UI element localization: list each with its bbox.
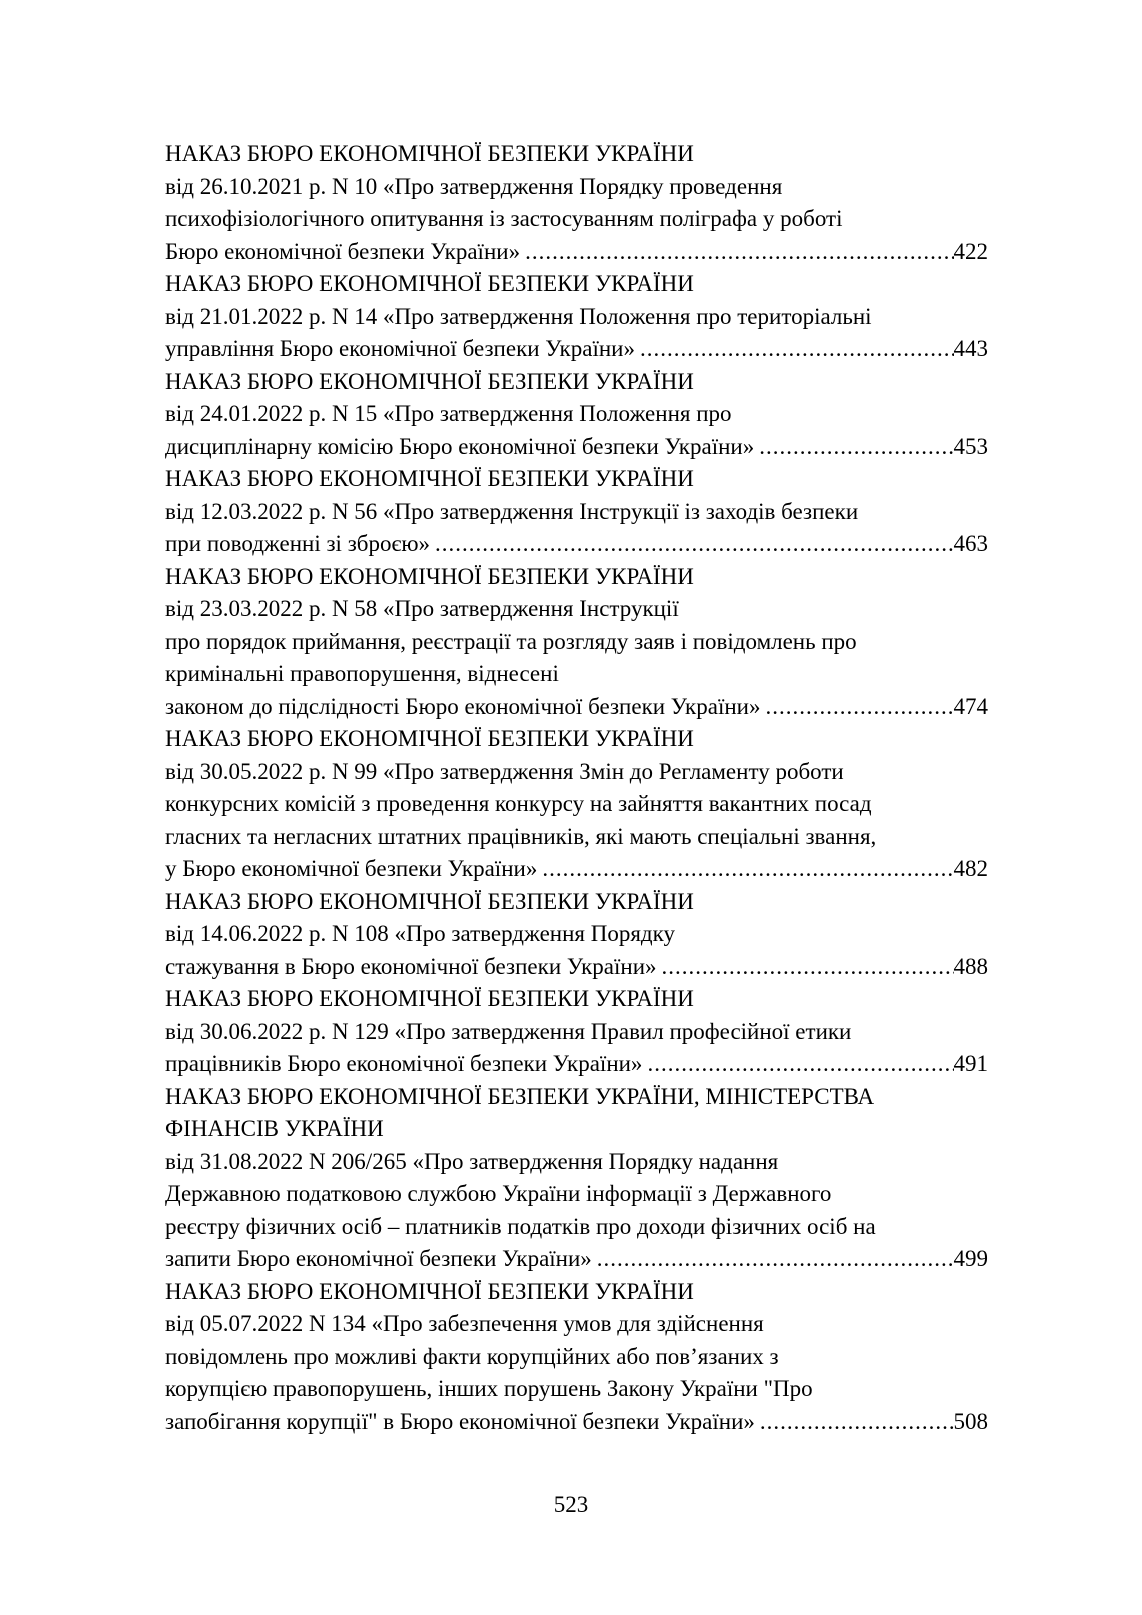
toc-entry-page-number: 508: [953, 1408, 988, 1434]
toc-entry: [165, 463, 988, 561]
toc-entry: [165, 1276, 988, 1439]
dot-leader: [430, 528, 953, 561]
toc-entry-last-line: [165, 853, 988, 886]
toc-entry-body-line: від 21.01.2022 р. N 14 «Про затвердження Положення про територіальні: [165, 303, 872, 329]
toc-entry-tail-text: запити Бюро економічної безпеки України»: [165, 1246, 592, 1271]
toc-entry-body-line: від 14.06.2022 р. N 108 «Про затвердження Порядку: [165, 921, 675, 946]
toc-entry-heading-line: НАКАЗ БЮРО ЕКОНОМІЧНОЇ БЕЗПЕКИ УКРАЇНИ: [165, 271, 694, 296]
toc-entry-body-line: психофізіологічного опитування із застосуванням поліграфа у роботі: [165, 206, 843, 231]
toc-entry-heading-line: НАКАЗ БЮРО ЕКОНОМІЧНОЇ БЕЗПЕКИ УКРАЇНИ: [165, 986, 694, 1011]
toc-entry-body-line: від 31.08.2022 N 206/265 «Про затвердження Порядку надання: [165, 1148, 779, 1174]
toc-entry: [165, 723, 988, 886]
dot-leader: [755, 1406, 954, 1439]
toc-entry-last-line: [165, 1243, 988, 1276]
toc-entry-last-line: [165, 236, 988, 269]
toc-entry-heading-line: НАКАЗ БЮРО ЕКОНОМІЧНОЇ БЕЗПЕКИ УКРАЇНИ: [165, 726, 694, 751]
toc-entry-body-line: від 30.06.2022 р. N 129 «Про затвердження Правил професійної етики: [165, 1018, 852, 1044]
toc-entry-last-line: [165, 333, 988, 366]
dot-leader: [520, 236, 953, 269]
toc-entry-last-line: [165, 691, 988, 724]
toc-entry: [165, 886, 988, 984]
table-of-contents: [165, 138, 988, 1438]
toc-entry: [165, 983, 988, 1081]
dot-leader: [760, 691, 953, 724]
toc-entry-body-line: від 30.05.2022 р. N 99 «Про затвердження Змін до Регламенту роботи: [165, 758, 844, 784]
toc-entry-body-line: кримінальні правопорушення, віднесені: [165, 661, 559, 686]
toc-entry-last-line: [165, 1406, 988, 1439]
dot-leader: [537, 853, 953, 886]
toc-entry-tail-text: управління Бюро економічної безпеки України»: [165, 336, 635, 361]
toc-entry-page-number: 453: [953, 433, 988, 459]
toc-entry-tail-text: Бюро економічної безпеки України»: [165, 238, 521, 264]
toc-entry: [165, 268, 988, 366]
toc-entry-tail-text: у Бюро економічної безпеки України»: [165, 856, 538, 881]
toc-entry-page-number: 488: [953, 953, 988, 979]
toc-entry-tail-text: законом до підслідності Бюро економічної безпеки України»: [165, 693, 761, 719]
toc-entry-page-number: 482: [953, 856, 988, 881]
toc-entry-body-line: гласних та негласних штатних працівників, які мають спеціальні звання,: [165, 823, 877, 849]
toc-entry-last-line: [165, 528, 988, 561]
toc-entry-body-line: корупцією правопорушень, інших порушень Закону України "Про: [165, 1376, 813, 1401]
toc-entry-page-number: 463: [953, 531, 988, 556]
toc-entry-heading-line: НАКАЗ БЮРО ЕКОНОМІЧНОЇ БЕЗПЕКИ УКРАЇНИ: [165, 368, 694, 394]
toc-entry-page-number: 443: [953, 336, 988, 361]
toc-entry: [165, 561, 988, 724]
toc-entry-page-number: 491: [953, 1051, 988, 1076]
toc-entry-tail-text: запобігання корупції" в Бюро економічної безпеки України»: [165, 1408, 755, 1434]
toc-entry-heading-line: НАКАЗ БЮРО ЕКОНОМІЧНОЇ БЕЗПЕКИ УКРАЇНИ: [165, 888, 694, 914]
toc-entry-tail-text: працівників Бюро економічної безпеки України»: [165, 1051, 643, 1076]
toc-entry-body-line: про порядок приймання, реєстрації та розгляду заяв і повідомлень про: [165, 628, 857, 654]
toc-entry-body-line: реєстру фізичних осіб – платників податків про доходи фізичних осіб на: [165, 1213, 876, 1239]
toc-entry-page-number: 499: [953, 1246, 988, 1271]
toc-entry-body-line: від 23.03.2022 р. N 58 «Про затвердження Інструкції: [165, 596, 679, 621]
toc-entry-body-line: від 05.07.2022 N 134 «Про забезпечення умов для здійснення: [165, 1311, 764, 1336]
dot-leader: [592, 1243, 954, 1276]
toc-entry: [165, 1081, 988, 1276]
toc-entry-heading-line: НАКАЗ БЮРО ЕКОНОМІЧНОЇ БЕЗПЕКИ УКРАЇНИ: [165, 466, 694, 491]
toc-entry-heading-line: НАКАЗ БЮРО ЕКОНОМІЧНОЇ БЕЗПЕКИ УКРАЇНИ: [165, 141, 694, 166]
toc-entry-body-line: конкурсних комісій з проведення конкурсу на зайняття вакантних посад: [165, 791, 872, 816]
dot-leader: [642, 1048, 953, 1081]
dot-leader: [635, 333, 954, 366]
toc-entry: [165, 138, 988, 268]
toc-entry-heading-line: НАКАЗ БЮРО ЕКОНОМІЧНОЇ БЕЗПЕКИ УКРАЇНИ: [165, 563, 694, 589]
toc-entry-last-line: [165, 1048, 988, 1081]
toc-entry-body-line: від 24.01.2022 р. N 15 «Про затвердження Положення про: [165, 401, 732, 426]
toc-entry-heading-line: ФІНАНСІВ УКРАЇНИ: [165, 1116, 384, 1141]
toc-entry-tail-text: дисциплінарну комісію Бюро економічної безпеки України»: [165, 433, 755, 459]
toc-entry-tail-text: при поводженні зі зброєю»: [165, 531, 431, 556]
toc-entry-last-line: [165, 951, 988, 984]
toc-entry-body-line: від 12.03.2022 р. N 56 «Про затвердження Інструкції із заходів безпеки: [165, 498, 859, 524]
toc-entry-body-line: повідомлень про можливі факти корупційних або пов’язаних з: [165, 1343, 779, 1369]
toc-entry-body-line: від 26.10.2021 р. N 10 «Про затвердження Порядку проведення: [165, 173, 783, 199]
toc-entry: [165, 366, 988, 464]
toc-entry-tail-text: стажування в Бюро економічної безпеки України»: [165, 953, 657, 979]
toc-entry-last-line: [165, 431, 988, 464]
toc-entry-heading-line: НАКАЗ БЮРО ЕКОНОМІЧНОЇ БЕЗПЕКИ УКРАЇНИ, МІНІСТЕРСТВА: [165, 1083, 875, 1109]
dot-leader: [754, 431, 953, 464]
toc-entry-page-number: 474: [953, 693, 988, 719]
dot-leader: [657, 951, 954, 984]
toc-entry-heading-line: НАКАЗ БЮРО ЕКОНОМІЧНОЇ БЕЗПЕКИ УКРАЇНИ: [165, 1278, 694, 1304]
page-number-footer: 523: [553, 1492, 589, 1517]
toc-entry-page-number: 422: [953, 238, 988, 264]
toc-entry-body-line: Державною податковою службою України інформації з Державного: [165, 1181, 832, 1206]
